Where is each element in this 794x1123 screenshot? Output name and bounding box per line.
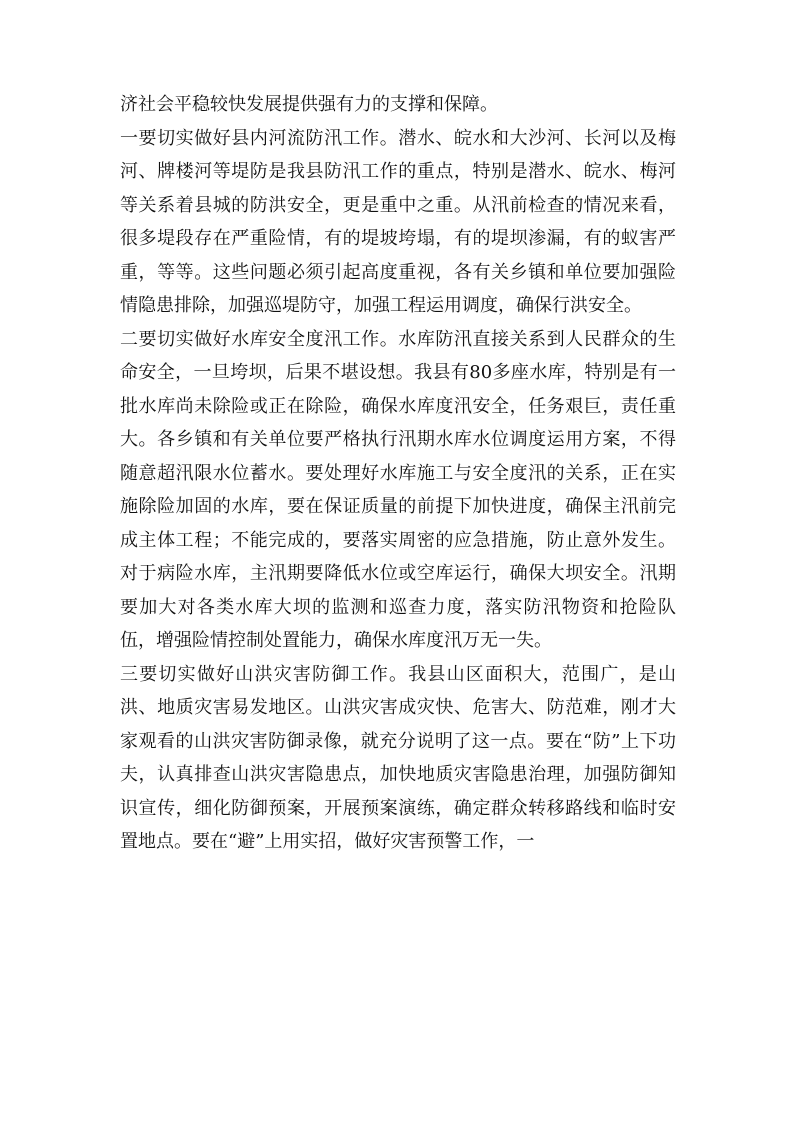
paragraph-river-flood-control: 一要切实做好县内河流防汛工作。潜水、皖水和大沙河、长河以及梅河、牌楼河等堤防是我县防汛工作的重点，特别是潜水、皖水、梅河等关系着县城的防洪安全，更是重中之重。从汛前检查的情况来看，很多堤段存在严重险情，有的堤坡垮塌，有的堤坝渗漏，有的蚁害严重，等等。这些问题必须引起高度重视，各有关乡镇和单位要加强险情隐患排除，加强巡堤防守，加强工程运用调度，确保行洪安全。 bbox=[120, 127, 676, 316]
paragraph-continuation: 济社会平稳较快发展提供强有力的支撑和保障。 bbox=[120, 94, 498, 115]
paragraph-reservoir-safety: 二要切实做好水库安全度汛工作。水库防汛直接关系到人民群众的生命安全，一旦垮坝，后果不堪设想。我县有80多座水库，特别是有一批水库尚未除险或正在除险，确保水库度汛安全，任务艰巨，责任重大。各乡镇和有关单位要严格执行汛期水库水位调度运用方案，不得随意超汛限水位蓄水。要处理好水库施工与安全度汛的关系，正在实施除险加固的水库，要在保证质量的前提下加快进度，确保主汛前完成主体工程；不能完成的，要落实周密的应急措施，防止意外发生。对于病险水库，主汛期要降低水位或空库运行，确保大坝安全。汛期要加大对各类水库大坝的监测和巡查力度，落实防汛物资和抢险队伍，增强险情控制处置能力，确保水库度汛万无一失。 bbox=[120, 328, 676, 651]
paragraph-mountain-flood-defense: 三要切实做好山洪灾害防御工作。我县山区面积大，范围广，是山洪、地质灾害易发地区。山洪灾害成灾快、危害大、防范难，刚才大家观看的山洪灾害防御录像，就充分说明了这一点。要在“防”上下功夫，认真排查山洪灾害隐患点，加快地质灾害隐患治理，加强防御知识宣传，细化防御预案，开展预案演练，确定群众转移路线和临时安置地点。要在“避”上用实招，做好灾害预警工作，一 bbox=[120, 663, 676, 852]
document-body bbox=[120, 88, 676, 859]
